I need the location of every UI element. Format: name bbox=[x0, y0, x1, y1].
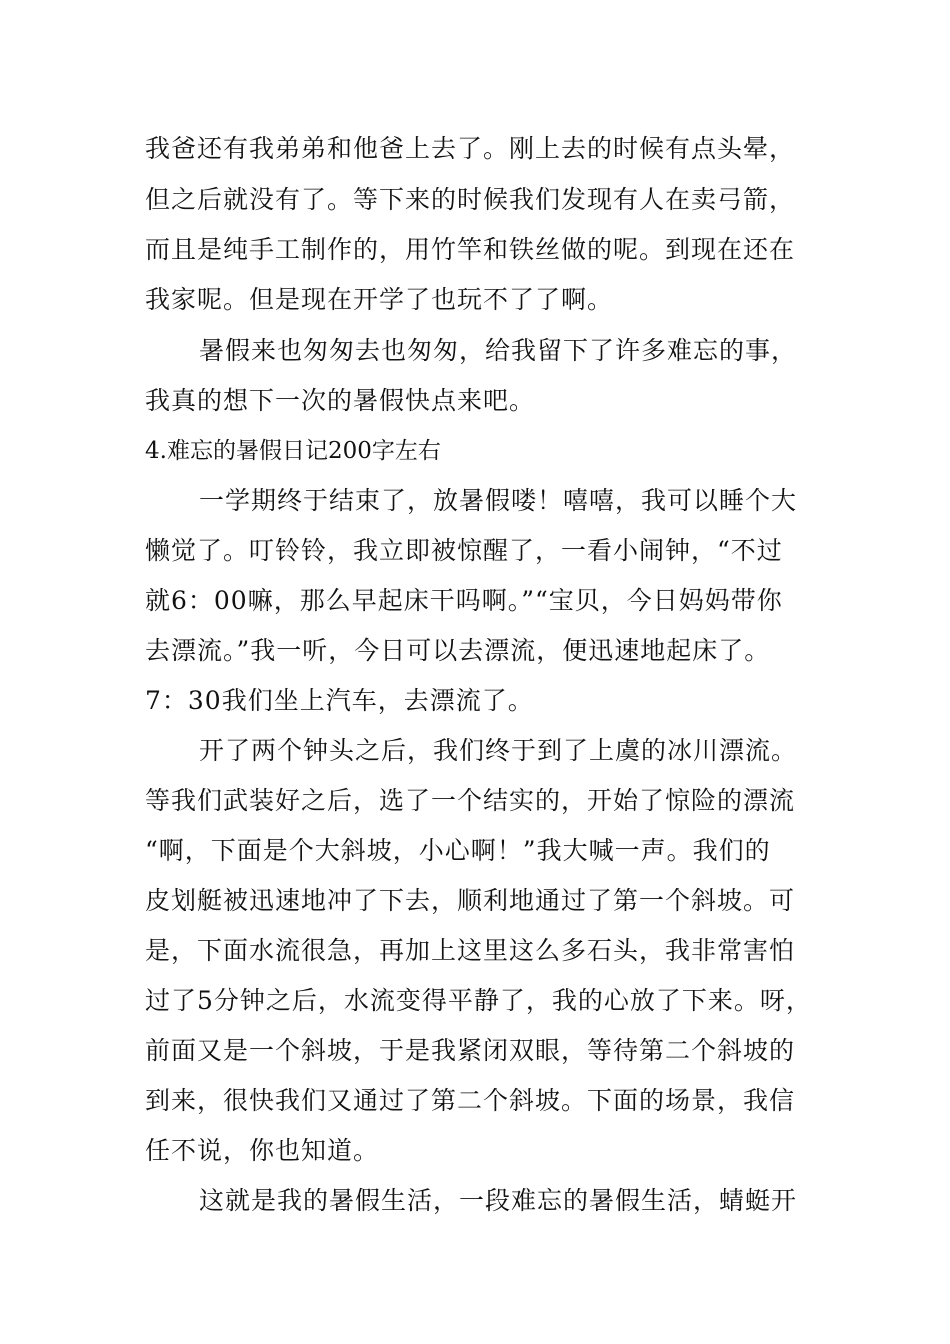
text-line: 任不说，你也知道。 bbox=[145, 1136, 380, 1165]
text-line: 皮划艇被迅速地冲了下去，顺利地通过了第一个斜坡。可 bbox=[145, 886, 796, 915]
paragraph-start-line: 这就是我的暑假生活，一段难忘的暑假生活，蜻蜓开 bbox=[199, 1186, 798, 1215]
text-line: 去漂流。”我一听，今日可以去漂流，便迅速地起床了。 bbox=[145, 636, 771, 665]
section-heading: 4.难忘的暑假日记200字左右 bbox=[145, 438, 441, 464]
paragraph-start-line: 开了两个钟头之后，我们终于到了上虞的冰川漂流。 bbox=[199, 736, 798, 765]
text-line: 我爸还有我弟弟和他爸上去了。刚上去的时候有点头晕， bbox=[145, 134, 796, 163]
paragraph-start-line: 暑假来也匆匆去也匆匆，给我留下了许多难忘的事， bbox=[199, 336, 798, 365]
text-line: 但之后就没有了。等下来的时候我们发现有人在卖弓箭， bbox=[145, 185, 796, 214]
text-line: 我真的想下一次的暑假快点来吧。 bbox=[145, 386, 536, 415]
text-line: 是，下面水流很急，再加上这里这么多石头，我非常害怕 bbox=[145, 936, 796, 965]
text-line: 前面又是一个斜坡，于是我紧闭双眼，等待第二个斜坡的 bbox=[145, 1036, 796, 1065]
text-line: 就6：00嘛，那么早起床干吗啊。”“宝贝，今日妈妈带你 bbox=[145, 586, 783, 615]
text-line: 7：30我们坐上汽车，去漂流了。 bbox=[145, 686, 534, 715]
text-line: “啊，下面是个大斜坡，小心啊！”我大喊一声。我们的 bbox=[145, 836, 771, 865]
text-line: 过了5分钟之后，水流变得平静了，我的心放了下来。呀， bbox=[145, 986, 812, 1015]
text-line: 而且是纯手工制作的，用竹竿和铁丝做的呢。到现在还在 bbox=[145, 235, 796, 264]
text-line: 我家呢。但是现在开学了也玩不了了啊。 bbox=[145, 285, 614, 314]
paragraph-start-line: 一学期终于结束了，放暑假喽！嘻嘻，我可以睡个大 bbox=[199, 486, 798, 515]
text-line: 到来，很快我们又通过了第二个斜坡。下面的场景，我信 bbox=[145, 1086, 796, 1115]
text-line: 等我们武装好之后，选了一个结实的，开始了惊险的漂流 bbox=[145, 786, 796, 815]
text-line: 懒觉了。叮铃铃，我立即被惊醒了，一看小闹钟，“不过 bbox=[145, 536, 783, 565]
